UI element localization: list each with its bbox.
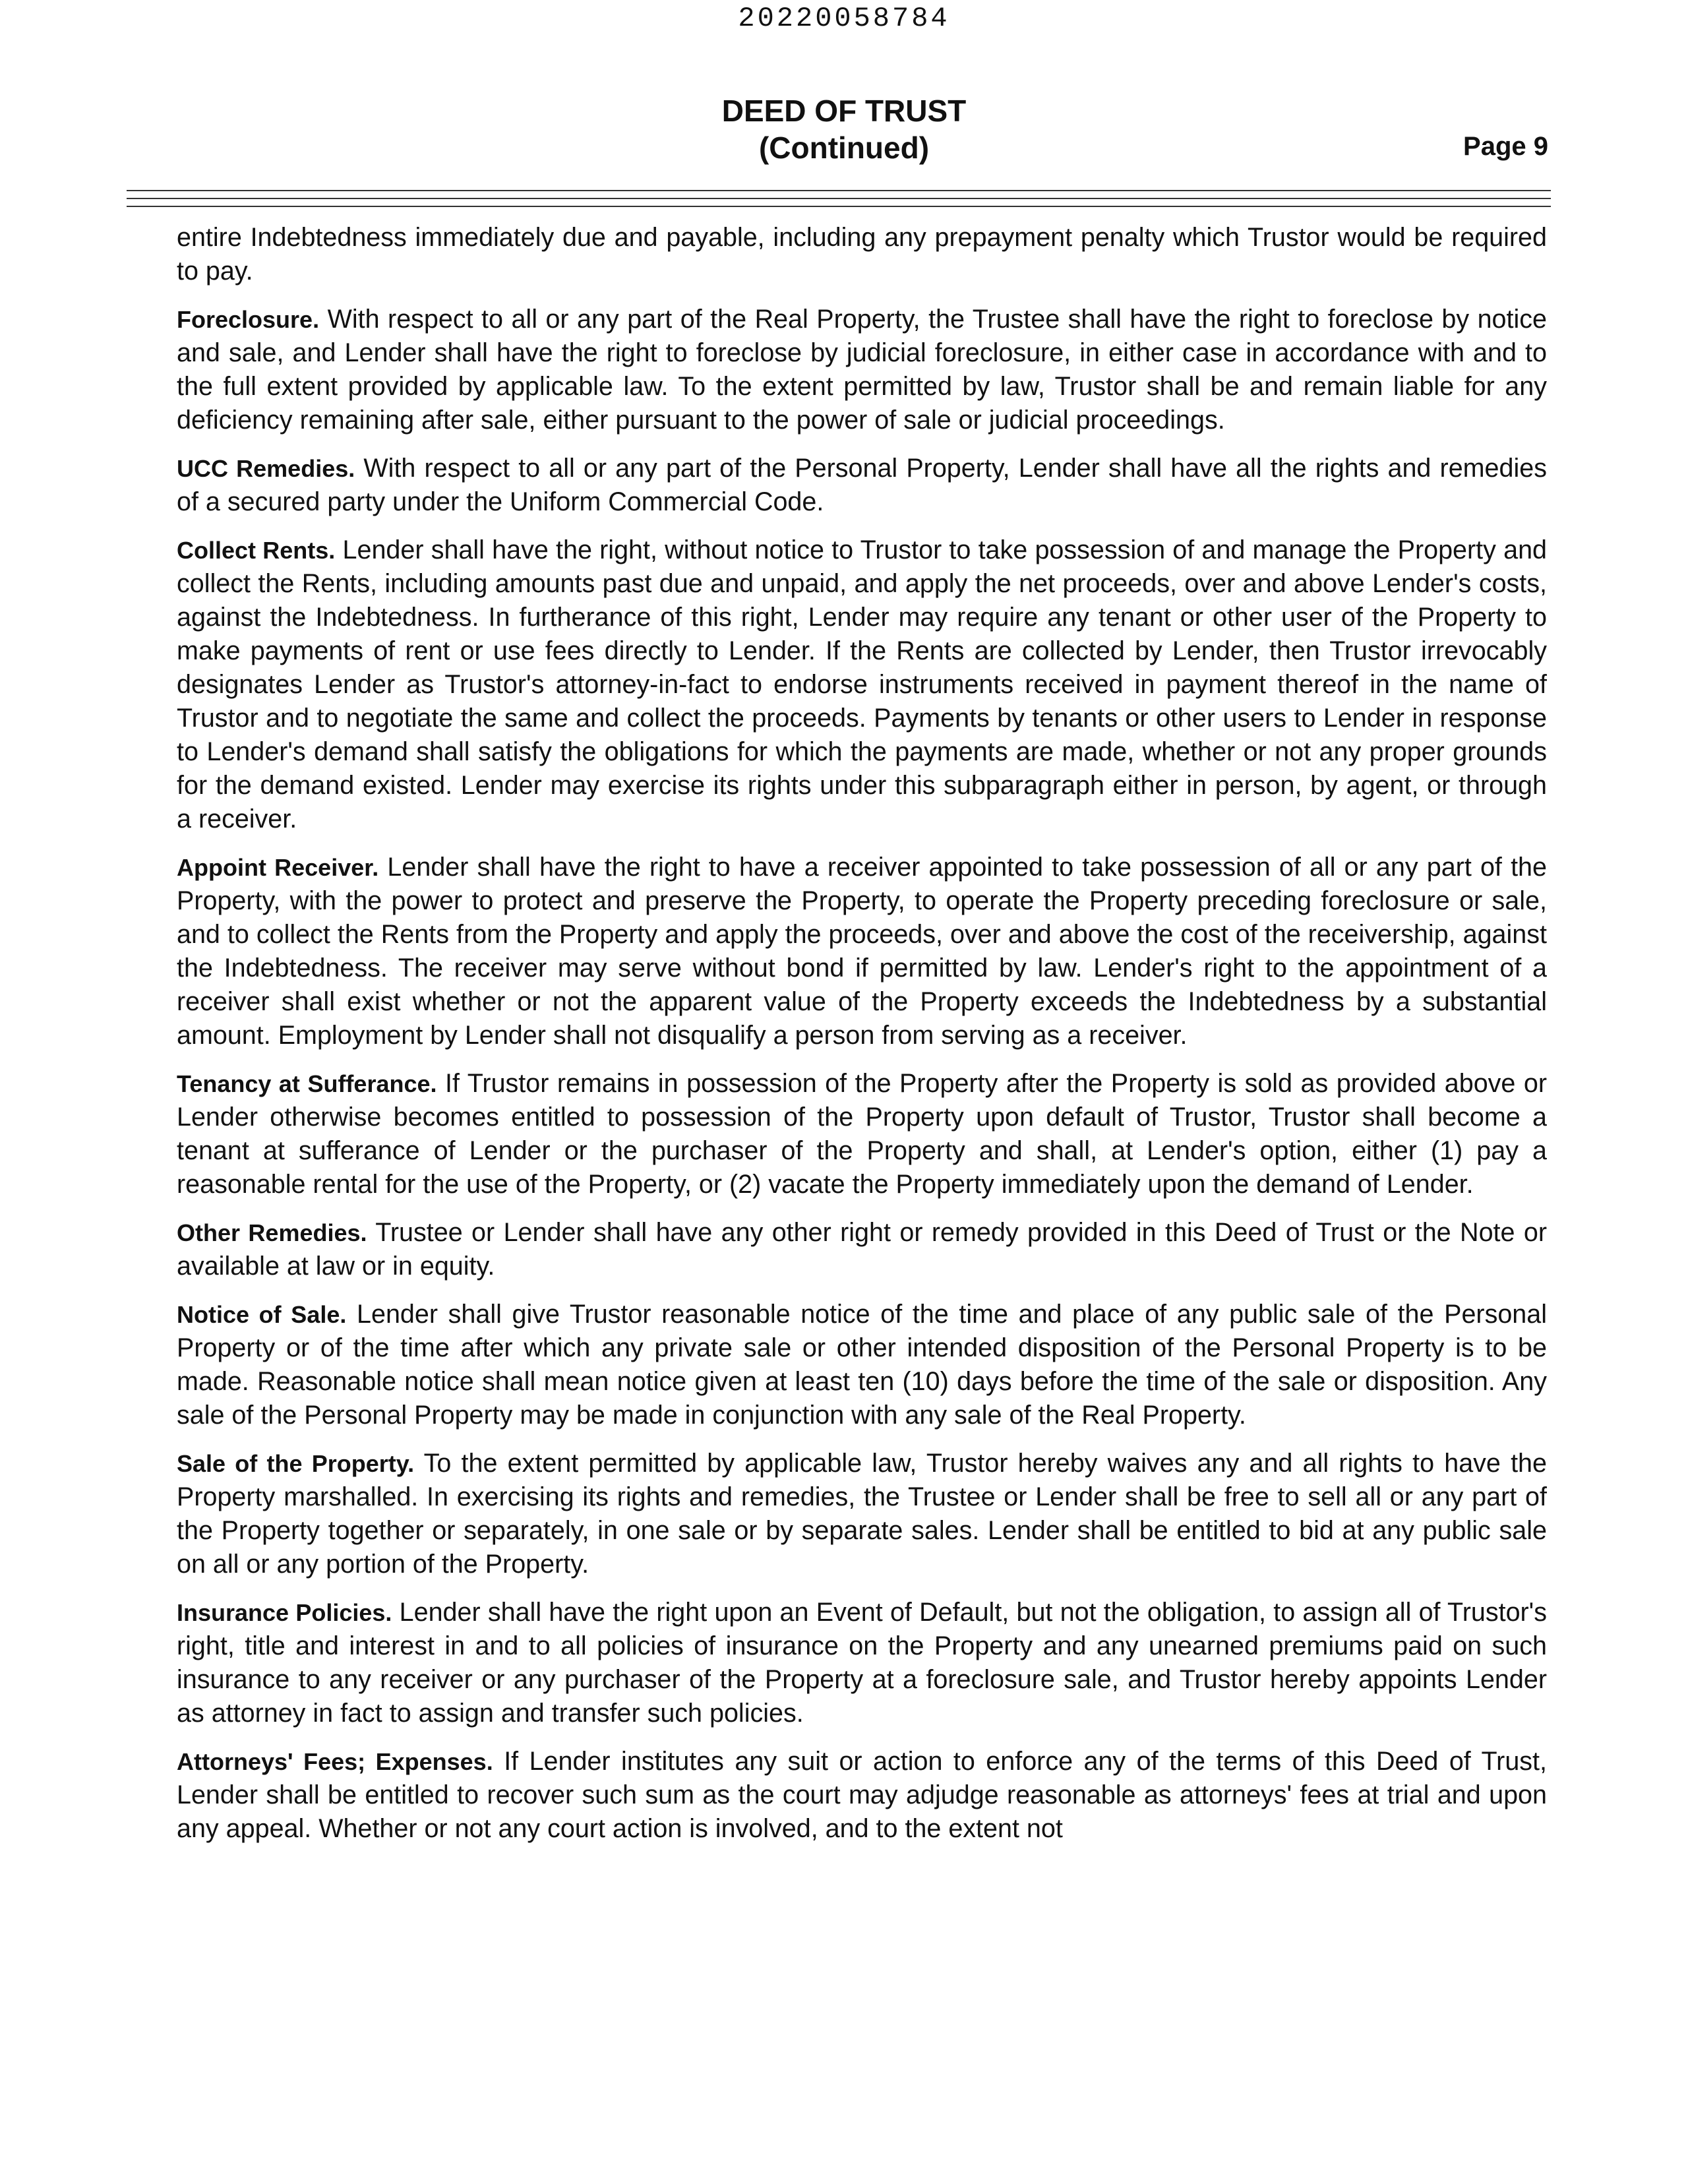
paragraph-text: entire Indebtedness immediately due and payable, including any prepayment penalty which Trustor would be required to pay. bbox=[177, 223, 1547, 286]
paragraph-text: Lender shall give Trustor reasonable notice of the time and place of any public sale of the Personal Property or of the time after which any private sale or other intended disposition of the Personal Property is to be made. Reasonable notice shall mean notice given at least ten (10) days before the time of the sale or disposition. Any sale of the Personal Property may be made in conjunction with any sale of the Real Property. bbox=[177, 1300, 1548, 1430]
paragraph-heading: Attorneys' Fees; Expenses. bbox=[177, 1748, 493, 1775]
document-body bbox=[177, 221, 1547, 1860]
paragraph-insurance-policies bbox=[177, 1596, 1547, 1730]
paragraph-tenancy-at-sufferance bbox=[177, 1067, 1547, 1201]
paragraph-text: If Lender institutes any suit or action to enforce any of the terms of this Deed of Trust, Lender shall be entitled to recover such sum as the court may adjudge reasonable as attorneys' fees at trial and upon any appeal. Whether or not any court action is involved, and to the extent not bbox=[177, 1747, 1547, 1843]
paragraph-ucc-remedies bbox=[177, 452, 1547, 519]
paragraph-heading: Insurance Policies. bbox=[177, 1599, 392, 1626]
paragraph-heading: Notice of Sale. bbox=[177, 1301, 347, 1328]
paragraph-heading: Other Remedies. bbox=[177, 1219, 367, 1246]
paragraph-text: To the extent permitted by applicable law, Trustor hereby waives any and all rights to have the Property marshalled. In exercising its rights and remedies, the Trustee or Lender shall be free to sell all or any part of the Property together or separately, in one sale or by separate sales. Lender shall be entitled to bid at any public sale on all or any portion of the Property. bbox=[177, 1449, 1547, 1579]
paragraph-foreclosure bbox=[177, 303, 1547, 437]
page-number: Page 9 bbox=[1463, 132, 1548, 161]
paragraph-heading: Collect Rents. bbox=[177, 537, 336, 564]
document-title: DEED OF TRUST bbox=[721, 94, 967, 128]
paragraph-heading: Sale of the Property. bbox=[177, 1450, 415, 1477]
paragraph-text: If Trustor remains in possession of the Property after the Property is sold as provided above or Lender otherwise becomes entitled to possession of the Property upon default of Trustor, Trustor shall become a tenant at sufferance of Lender or the purchaser of the Property and shall, at Lender's option, either (1) pay a reasonable rental for the use of the Property, or (2) vacate the Property immediately upon the demand of Lender. bbox=[177, 1069, 1547, 1199]
paragraph-text: Trustee or Lender shall have any other right or remedy provided in this Deed of Trust or the Note or available at law or in equity. bbox=[177, 1218, 1547, 1281]
header-divider bbox=[127, 206, 1551, 207]
paragraph-sale-of-property bbox=[177, 1447, 1547, 1581]
paragraph-text: With respect to all or any part of the Personal Property, Lender shall have all the rights and remedies of a secured party under the Uniform Commercial Code. bbox=[177, 454, 1547, 516]
paragraph-heading: UCC Remedies. bbox=[177, 455, 355, 482]
paragraph-appoint-receiver bbox=[177, 851, 1547, 1052]
page-header bbox=[0, 92, 1688, 166]
header-divider bbox=[127, 190, 1551, 191]
paragraph-text: Lender shall have the right upon an Event of Default, but not the obligation, to assign all of Trustor's right, title and interest in and to all policies of insurance on the Property and any unearned premiums paid on such insurance to any receiver or any purchaser of the Property at a foreclosure sale, and Trustor hereby appoints Lender as attorney in fact to assign and transfer such policies. bbox=[177, 1598, 1547, 1728]
paragraph-heading: Foreclosure. bbox=[177, 306, 320, 333]
document-number: 20220058784 bbox=[738, 3, 950, 34]
header-divider bbox=[127, 198, 1551, 199]
paragraph-text: Lender shall have the right, without notice to Trustor to take possession of and manage the Property and collect the Rents, including amounts past due and unpaid, and apply the net proceeds, over and above Lender's costs, against the Indebtedness. In furtherance of this right, Lender may require any tenant or other user of the Property to make payments of rent or use fees directly to Lender. If the Rents are collected by Lender, then Trustor irrevocably designates Lender as Trustor's attorney-in-fact to endorse instruments received in payment thereof in the name of Trustor and to negotiate the same and collect the proceeds. Payments by tenants or other users to Lender in response to Lender's demand shall satisfy the obligations for which the payments are made, whether or not any proper grounds for the demand existed. Lender may exercise its rights under this subparagraph either in person, by agent, or through a receiver. bbox=[177, 535, 1548, 834]
paragraph-notice-of-sale bbox=[177, 1298, 1547, 1432]
paragraph-heading: Appoint Receiver. bbox=[177, 854, 379, 881]
paragraph-attorneys-fees bbox=[177, 1745, 1547, 1846]
paragraph-heading: Tenancy at Sufferance. bbox=[177, 1070, 437, 1097]
paragraph-text: Lender shall have the right to have a receiver appointed to take possession of all or any part of the Property, with the power to protect and preserve the Property, to operate the Property preceding foreclosure or sale, and to collect the Rents from the Property and apply the proceeds, over and above the cost of the receivership, against the Indebtedness. The receiver may serve without bond if permitted by law. Lender's right to the appointment of a receiver shall exist whether or not the apparent value of the Property exceeds the Indebtedness by a substantial amount. Employment by Lender shall not disqualify a person from serving as a receiver. bbox=[177, 853, 1547, 1050]
paragraph-collect-rents bbox=[177, 533, 1547, 836]
paragraph-other-remedies bbox=[177, 1216, 1547, 1283]
paragraph-text: With respect to all or any part of the Real Property, the Trustee shall have the right to foreclose by notice and sale, and Lender shall have the right to foreclose by judicial foreclosure, in either case in accordance with and to the full extent provided by applicable law. To the extent permitted by law, Trustor shall be and remain liable for any deficiency remaining after sale, either pursuant to the power of sale or judicial proceedings. bbox=[177, 305, 1547, 435]
document-subtitle: (Continued) bbox=[758, 131, 930, 165]
paragraph-continuation bbox=[177, 221, 1547, 288]
